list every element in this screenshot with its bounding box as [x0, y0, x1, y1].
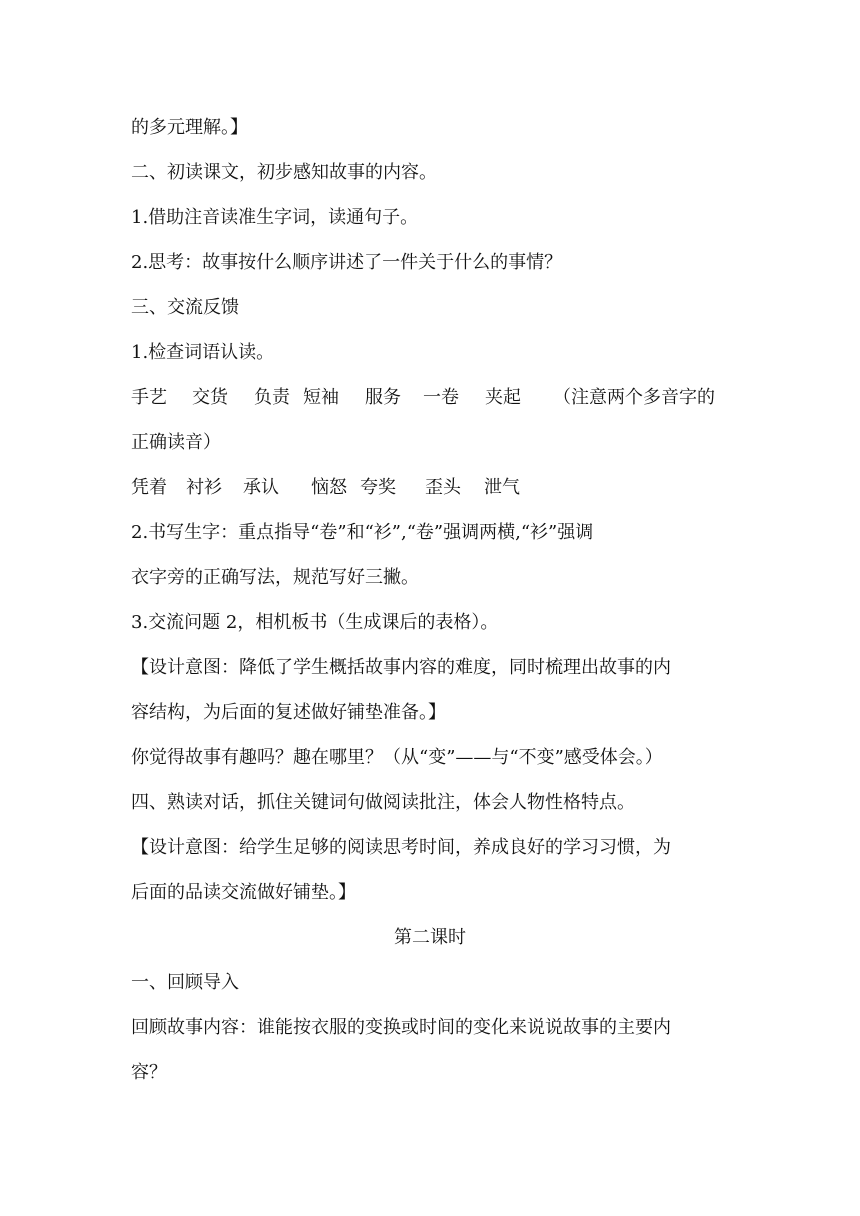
text-line: 3.交流问题 2，相机板书（生成课后的表格）。 — [131, 612, 499, 633]
vocab-word: 短袖 — [303, 387, 339, 408]
vocab-word: 承认 — [243, 477, 279, 498]
vocab-word: 服务 — [365, 387, 401, 408]
vocab-word: 一卷 — [423, 387, 459, 408]
section-heading: 二、初读课文，初步感知故事的内容。 — [131, 162, 437, 183]
text-line: 衣字旁的正确写法，规范写好三撇。 — [131, 567, 419, 588]
section-heading: 三、交流反馈 — [131, 297, 239, 318]
vocab-word: 恼怒 — [311, 477, 347, 498]
text-line: 的多元理解。】 — [131, 117, 248, 138]
text-line: 1.借助注音读准生字词，读通句子。 — [131, 207, 419, 228]
text-line: 2.书写生字：重点指导“卷”和“衫”,“卷”强调两横,“衫”强调 — [131, 522, 594, 543]
vocab-word: 衬衫 — [186, 477, 222, 498]
vocab-word: 交货 — [192, 387, 228, 408]
design-note: 后面的品读交流做好铺垫。】 — [131, 882, 356, 903]
vocab-word: 夸奖 — [360, 477, 396, 498]
text-line: 你觉得故事有趣吗？趣在哪里？（从“变”——与“不变”感受体会。） — [131, 747, 663, 768]
design-note: 【设计意图：给学生足够的阅读思考时间，养成良好的学习习惯，为 — [131, 837, 671, 858]
section-heading: 一、回顾导入 — [131, 972, 239, 993]
text-line: 2.思考：故事按什么顺序讲述了一件关于什么的事情？ — [131, 252, 563, 273]
text-line: 容？ — [131, 1062, 167, 1083]
design-note: 容结构，为后面的复述做好铺垫准备。】 — [131, 702, 446, 723]
vocab-word: 负责 — [254, 387, 290, 408]
vocab-word: 手艺 — [131, 387, 167, 408]
text-line: 正确读音） — [131, 432, 221, 453]
text-line: 回顾故事内容：谁能按衣服的变换或时间的变化来说说故事的主要内 — [131, 1017, 671, 1038]
section-heading: 四、熟读对话，抓住关键词句做阅读批注，体会人物性格特点。 — [131, 792, 635, 813]
design-note: 【设计意图：降低了学生概括故事内容的难度，同时梳理出故事的内 — [131, 657, 671, 678]
vocab-word: 夹起 — [485, 387, 521, 408]
text-line: 1.检查词语认读。 — [131, 342, 275, 363]
vocab-word: 泄气 — [484, 477, 520, 498]
lesson-title: 第二课时 — [394, 927, 466, 948]
vocab-word: 凭着 — [131, 477, 167, 498]
vocab-word: 歪头 — [425, 477, 461, 498]
vocab-note: （注意两个多音字的 — [553, 387, 715, 408]
